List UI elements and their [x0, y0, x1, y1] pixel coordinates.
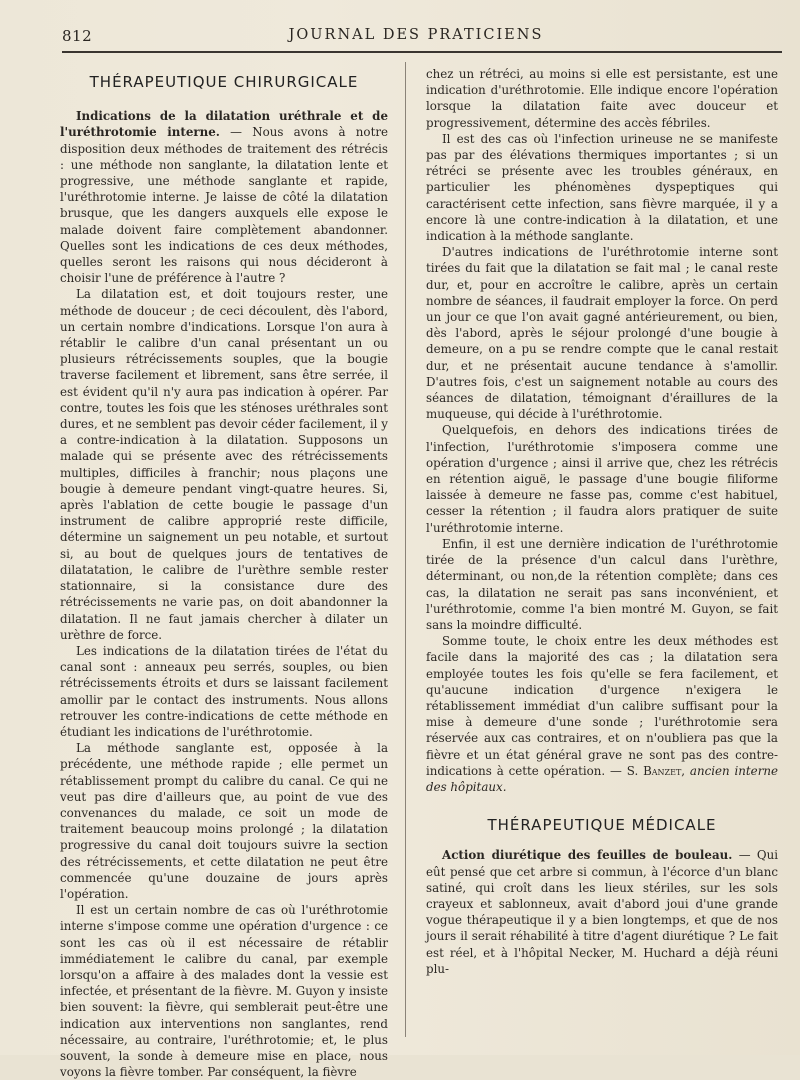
author-signature: S. Banzet,	[626, 763, 686, 778]
page-number: 812	[62, 27, 93, 45]
article-paragraph: La méthode sanglante est, opposée à la précédente, une méthode rapide ; elle permet un rétablissement prompt du calibre du canal. Ce qui ne veut pas dire d'ailleurs que, au point de vue des convenances du malade, ce soit un mode de traitement beaucoup moins prolongé ; la dilatation progressive du canal doit toujours suivre la section des rétrécissements, et cette dilatation ne peut être commencée qu'une douzaine de jours après l'opération.	[60, 741, 388, 901]
article-paragraph: Les indications de la dilatation tirées de l'état du canal sont : anneaux peu serrés, souples, ou bien rétrécissements étroits et durs se laissant facilement amollir par le contact des instruments. Nous allons retrouver les contre-indications de cette méthode en étudiant les indications de l'uréthrotomie.	[60, 643, 388, 739]
article-paragraph	[426, 847, 778, 977]
paragraph-text: — Nous avons à notre disposition deux méthodes de traitement des rétrécis : une méthode non sanglante, la dilatation lente et progressive, une méthode sanglante et rapide, l'uréthrotomie interne. Je laisse de côté la dilatation brusque, que les dangers auxquels elle expose le malade doivent faire complètement abandonner. Quelles sont les indications de ces deux méthodes, quelles seront les raisons qui nous décideront à choisir l'une de préférence à l'autre ?	[60, 125, 388, 286]
left-column	[60, 66, 388, 1080]
article-lead: Action diurétique des feuilles de bouleau.	[442, 848, 733, 863]
article-paragraph: Enfin, il est une dernière indication de l'uréthrotomie tirée de la présence d'un calcul dans l'urèthre, déterminant, ou non,de la rétention complète; dans ces cas, la dilatation ne serait pas sans inconvénient, et l'uréthrotomie, comme l'a bien montré M. Guyon, se fait sans la moindre difficulté.	[426, 536, 778, 632]
right-column	[426, 66, 778, 977]
section-title-chirurgicale: THÉRAPEUTIQUE CHIRURGICALE	[89, 73, 359, 91]
article-paragraph	[60, 108, 388, 286]
header-rule	[62, 51, 782, 53]
author-role: ancien interne des hôpitaux.	[426, 763, 778, 794]
article-paragraph: Il est des cas où l'infection urineuse ne se manifeste pas par des élévations thermiques importantes ; si un rétréci se présente avec les troubles généraux, en particulier les phénomènes dyspeptiques qui caractérisent cette infection, sans fièvre marquée, il y a encore là une contre-indication à la dilatation, et une indication à la méthode sanglante.	[426, 131, 778, 244]
article-paragraph: La dilatation est, et doit toujours rester, une méthode de douceur ; de ceci découlent, dès l'abord, un certain nombre d'indications. Lorsque l'on aura à rétablir le calibre d'un canal présentant un ou plusieurs rétrécissements souples, que la bougie traverse facilement et librement, sans être serrée, il est évident qu'il n'y aura pas indication à opérer. Par contre, toutes les fois que les sténoses uréthrales sont dures, et ne semblent pas devoir céder facilement, il y a contre-indication à la dilatation. Supposons un malade qui se présente avec des rétrécissements multiples, difficiles à franchir; nous plaçons une bougie à demeure pendant vingt-quatre heures. Si, après l'ablation de cette bougie le passage d'un instrument de calibre approprié reste difficile, détermine un saignement un peu notable, et surtout si, au bout de quelques jours de tentatives de dilatatation, le calibre de l'urèthre semble rester stationnaire, si la consistance dure des rétrécissements ne varie pas, on doit abandonner la dilatation. Il ne faut jamais chercher à dilater un urèthre de force.	[60, 287, 388, 642]
article-paragraph: chez un rétréci, au moins si elle est persistante, est une indication d'uréthrotomie. Elle indique encore l'opération lorsque la dilatation faite avec douceur et progressivement, détermine des accès fébriles.	[426, 67, 778, 130]
article-paragraph: Quelquefois, en dehors des indications tirées de l'infection, l'uréthrotomie s'imposera comme une opération d'urgence ; ainsi il arrive que, chez les rétrécis en rétention aiguë, le passage d'une bougie filiforme laissée à demeure ne fasse pas, comme c'est habituel, cesser la rétention ; il faudra alors pratiquer de suite l'uréthrotomie interne.	[426, 423, 778, 535]
article-paragraph: Il est un certain nombre de cas où l'uréthrotomie interne s'impose comme une opération d'urgence : ce sont les cas où il est nécessaire de rétablir immédiatement le calibre du canal, par exemple lorsqu'on a affaire à des malades dont la vessie est infectée, et présentant de la fièvre. M. Guyon y insiste bien souvent: la fièvre, qui semblerait peut-être une indication aux interventions non sanglantes, rend nécessaire, au contraire, l'uréthrotomie; et, le plus souvent, la sonde à demeure mise en place, nous voyons la fièvre tomber. Par conséquent, la fièvre	[60, 903, 388, 1080]
paragraph-text: Somme toute, le choix entre les deux méthodes est facile dans la majorité des cas ; la dilatation sera employée toutes les fois qu'elle se fera facilement, et qu'aucune indication d'urgence n'exigera le rétablissement immédiat d'un calibre suffisant pour la mise à demeure d'une sonde ; l'uréthrotomie sera réservée aux cas contraires, et on n'oubliera pas que la fièvre et un état général grave ne sont pas des contre-indications à cette opération. —	[426, 634, 778, 778]
article-paragraph	[426, 633, 778, 795]
paragraph-text: — Qui eût pensé que cet arbre si commun, à l'écorce d'un blanc satiné, qui croît dans les lieux stériles, sur les sols crayeux et sablonneux, avait d'abord joui d'une grande vogue thérapeutique il y a bien longtemps, et que de nos jours il serait réhabilité à titre d'agent diurétique ? Le fait est réel, et à l'hôpital Necker, M. Huchard a déjà réuni plu-	[426, 848, 779, 976]
section-title-medicale: THÉRAPEUTIQUE MÉDICALE	[487, 816, 717, 835]
page-header	[62, 27, 770, 49]
journal-title: JOURNAL DES PRATICIENS	[288, 27, 544, 43]
article-paragraph: D'autres indications de l'uréthrotomie interne sont tirées du fait que la dilatation se fait mal ; le canal reste dur, et, pour en accroître le calibre, après un certain nombre de séances, il faudrait employer la force. On perd un jour ce que l'on avait gagné antérieurement, ou bien, dès l'abord, après le séjour prolongé d'une bougie à demeure, on a pu se rendre compte que le canal restait dur, et ne présentait aucune tendance à s'amollir. D'autres fois, c'est un saignement notable au cours des séances de dilatation, témoignant d'éraillures de la muqueuse, qui décide à l'uréthrotomie.	[426, 245, 778, 422]
column-divider	[405, 62, 406, 1037]
article-lead: Indications de la dilatation uréthrale et de l'uréthrotomie interne.	[60, 109, 388, 140]
